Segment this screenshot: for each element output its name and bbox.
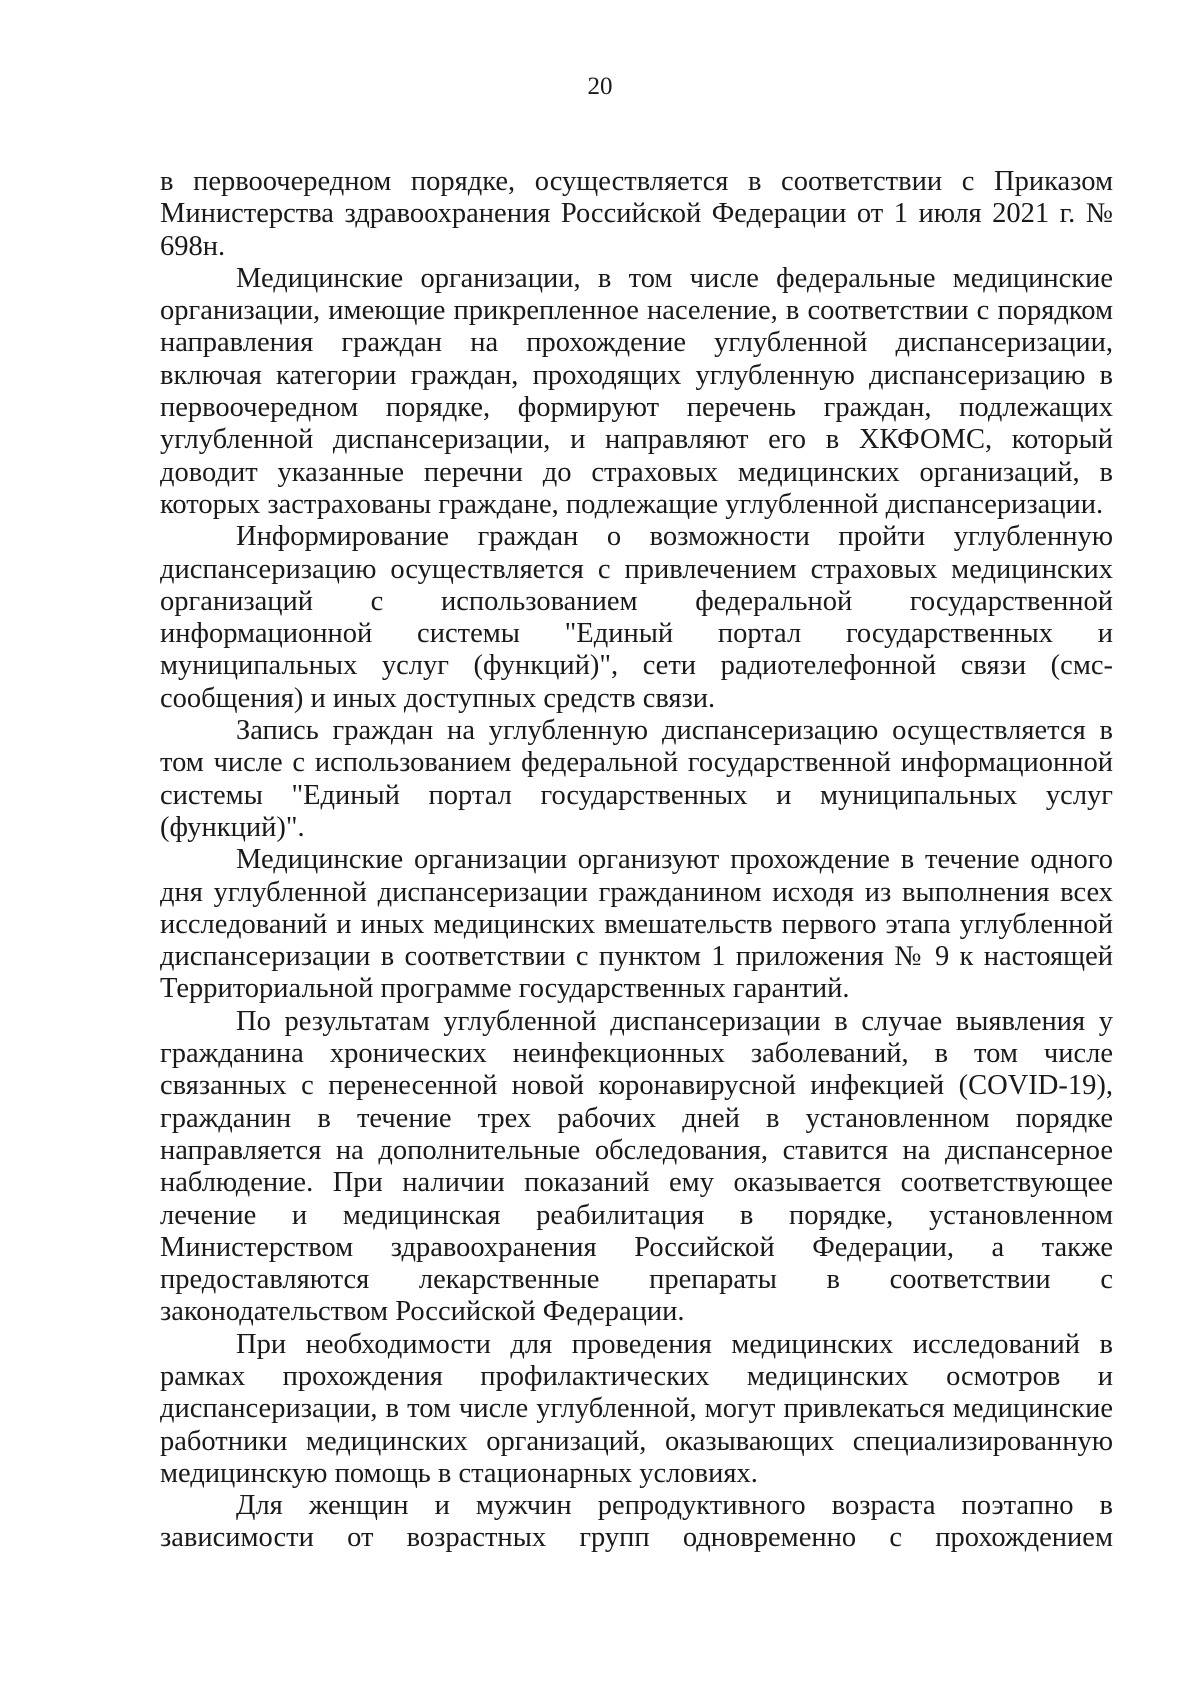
paragraph-medical-organizations: Медицинские организации, в том числе федеральные медицинские организации, имеющие прикрепленное население, в соответствии с порядком направления граждан на прохождение углубленной диспансеризации, включая категории граждан, проходящих углубленную диспансеризацию в первоочередном порядке, формируют перечень граждан, подлежащих углубленной диспансеризации, и направляют его в ХКФОМС, который доводит указанные перечни до страховых медицинских организаций, в которых застрахованы граждане, подлежащие углубленной диспансеризации. xyxy=(160,262,1113,520)
paragraph-continuation: в первоочередном порядке, осуществляется в соответствии с Приказом Министерства здравоохранения Российской Федерации от 1 июля 2021 г. № 698н. xyxy=(160,166,1113,262)
page-number: 20 xyxy=(587,73,613,100)
paragraph-reproductive-age: Для женщин и мужчин репродуктивного возраста поэтапно в зависимости от возрастных групп одновременно с прохождением xyxy=(160,1490,1113,1554)
paragraph-informing-citizens: Информирование граждан о возможности пройти углубленную диспансеризацию осуществляется с привлечением страховых медицинских организаций с использованием федеральной государственной информационной системы "Единый портал государственных и муниципальных услуг (функций)", сети радиотелефонной связи (смс-сообщения) и иных доступных средств связи. xyxy=(160,521,1113,714)
paragraph-specialists: При необходимости для проведения медицинских исследований в рамках прохождения профилактических медицинских осмотров и диспансеризации, в том числе углубленной, могут привлекаться медицинские работники медицинских организаций, оказывающих специализированную медицинскую помощь в стационарных условиях. xyxy=(160,1328,1113,1489)
document-body xyxy=(160,166,1113,1555)
paragraph-registration: Запись граждан на углубленную диспансеризацию осуществляется в том числе с использованием федеральной государственной информационной системы "Единый портал государственных и муниципальных услуг (функций)". xyxy=(160,715,1113,843)
paragraph-results: По результатам углубленной диспансеризации в случае выявления у гражданина хронических неинфекционных заболеваний, в том числе связанных с перенесенной новой коронавирусной инфекцией (COVID-19), гражданин в течение трех рабочих дней в установленном порядке направляется на дополнительные обследования, ставится на диспансерное наблюдение. При наличии показаний ему оказывается соответствующее лечение и медицинская реабилитация в порядке, установленном Министерством здравоохранения Российской Федерации, а также предоставляются лекарственные препараты в соответствии с законодательством Российской Федерации. xyxy=(160,1005,1113,1328)
paragraph-one-day-examination: Медицинские организации организуют прохождение в течение одного дня углубленной диспансеризации гражданином исходя из выполнения всех исследований и иных медицинских вмешательств первого этапа углубленной диспансеризации в соответствии с пунктом 1 приложения № 9 к настоящей Территориальной программе государственных гарантий. xyxy=(160,844,1113,1005)
